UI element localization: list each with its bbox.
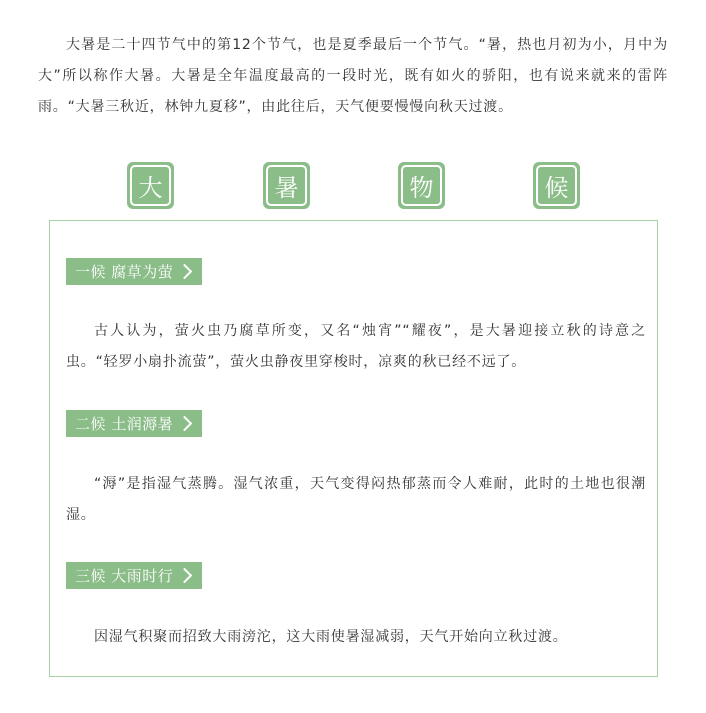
intro-paragraph: 大暑是二十四节气中的第12个节气，也是夏季最后一个节气。“暑，热也月初为小，月中为大”所以称作大暑。大暑是全年温度最高的一段时光，既有如火的骄阳，也有说来就来的雷阵雨。“大暑三秋近，林钟九夏移”，由此往后，天气便要慢慢向秋天过渡。 — [38, 37, 668, 115]
chevron-right-icon — [177, 264, 193, 280]
content-panel — [49, 220, 658, 677]
chevron-right-icon — [177, 416, 193, 432]
title-char: 候 — [536, 165, 577, 206]
section-text: “溽”是指湿气蒸腾。湿气浓重，天气变得闷热郁蒸而令人难耐，此时的土地也很潮湿。 — [66, 476, 646, 523]
section-heading-label: 一候 腐草为萤 — [75, 263, 174, 281]
section-heading — [66, 562, 202, 589]
section-heading — [66, 258, 202, 285]
title-banner — [0, 162, 706, 210]
title-char: 暑 — [266, 165, 307, 206]
section-heading-label: 三候 大雨时行 — [75, 567, 174, 585]
section-heading — [66, 410, 202, 437]
title-char: 大 — [130, 165, 171, 206]
section-text: 古人认为，萤火虫乃腐草所变，又名“烛宵”“耀夜”，是大暑迎接立秋的诗意之虫。“轻罗小扇扑流萤”，萤火虫静夜里穿梭时，凉爽的秋已经不远了。 — [66, 323, 646, 370]
section-text: 因湿气积聚而招致大雨滂沱，这大雨使暑湿减弱，天气开始向立秋过渡。 — [94, 629, 568, 645]
chevron-right-icon — [177, 568, 193, 584]
title-char-box — [533, 162, 580, 209]
title-char-box — [127, 162, 174, 209]
section-heading-label: 二候 土润溽暑 — [75, 415, 174, 433]
title-char: 物 — [401, 165, 442, 206]
title-char-box — [398, 162, 445, 209]
title-char-box — [263, 162, 310, 209]
